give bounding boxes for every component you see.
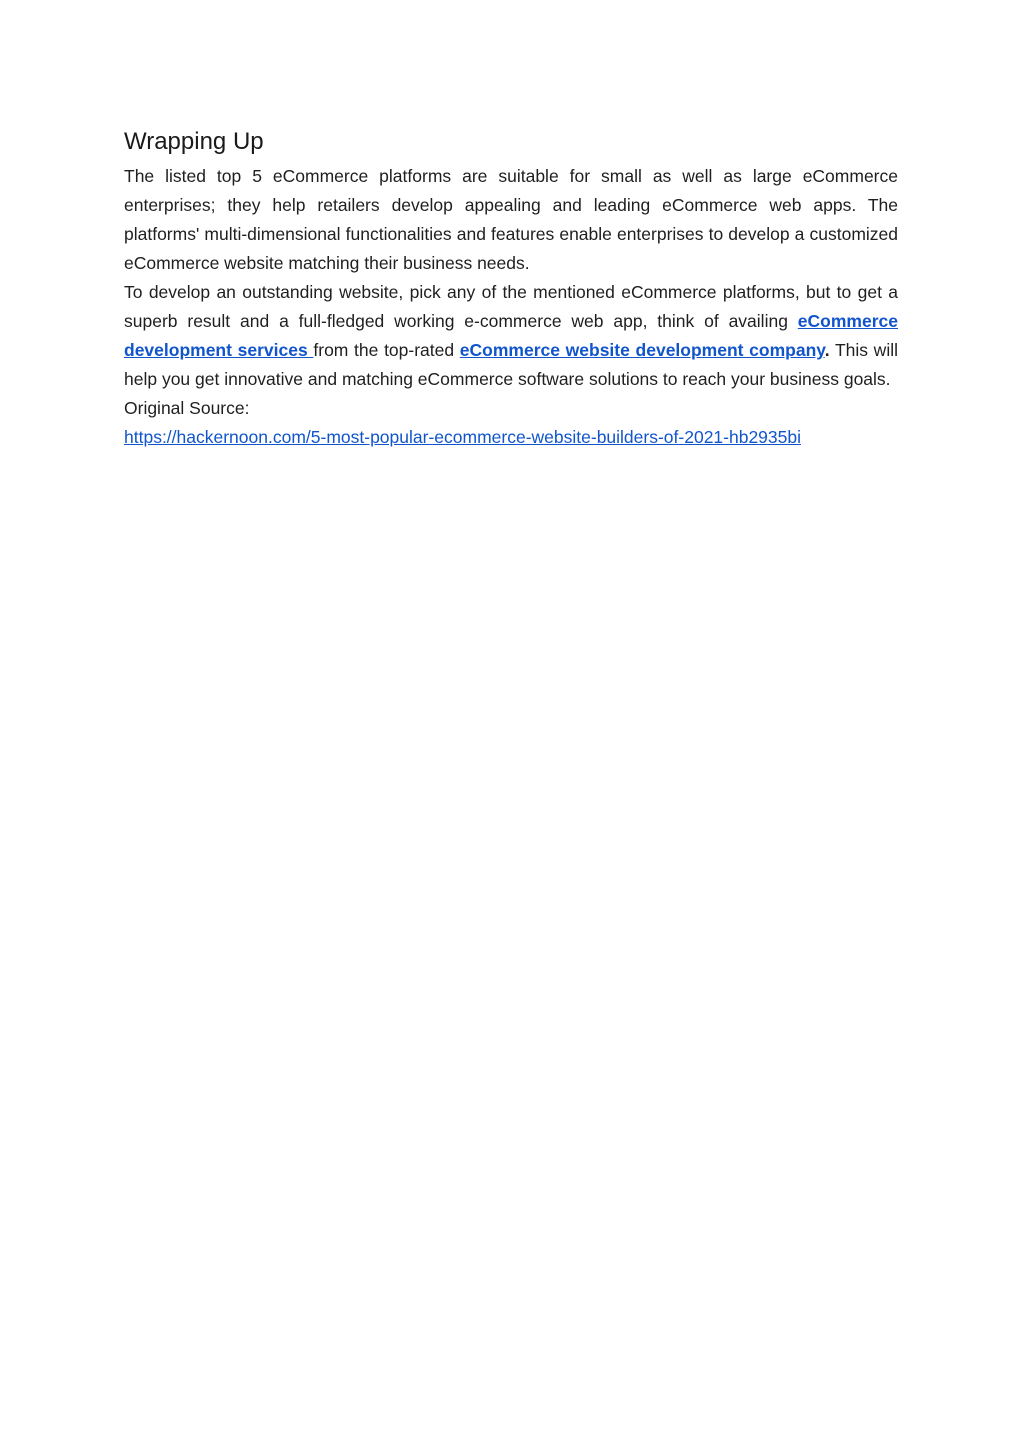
paragraph-text-after: This will help you get innovative and matching eCommerce software solutions to reach your business goals. — [124, 340, 898, 389]
paragraph-recommendation — [124, 278, 898, 394]
paragraph-period: . — [824, 340, 830, 360]
document-content — [124, 122, 898, 452]
paragraph-summary: The listed top 5 eCommerce platforms are suitable for small as well as large eCommerce enterprises; they help retailers develop appealing and leading eCommerce web apps. The platforms' multi-dimensional functionalities and features enable enterprises to develop a customized eCommerce website matching their business needs. — [124, 166, 898, 273]
source-block — [124, 394, 898, 452]
source-label: Original Source: — [124, 398, 250, 418]
ecommerce-development-services-link[interactable]: eCommerce development services — [124, 311, 898, 360]
section-heading: Wrapping Up — [124, 128, 264, 155]
paragraph-text-before: To develop an outstanding website, pick any of the mentioned eCommerce platforms, but to get a superb result and a full-fledged working e-commerce web app, think of availing — [124, 282, 898, 331]
source-url-link[interactable]: https://hackernoon.com/5-most-popular-ecommerce-website-builders-of-2021-hb2935bi — [124, 427, 801, 447]
ecommerce-website-development-company-link[interactable]: eCommerce website development company — [459, 340, 825, 360]
paragraph-text-middle: from the top-rated — [313, 340, 460, 360]
